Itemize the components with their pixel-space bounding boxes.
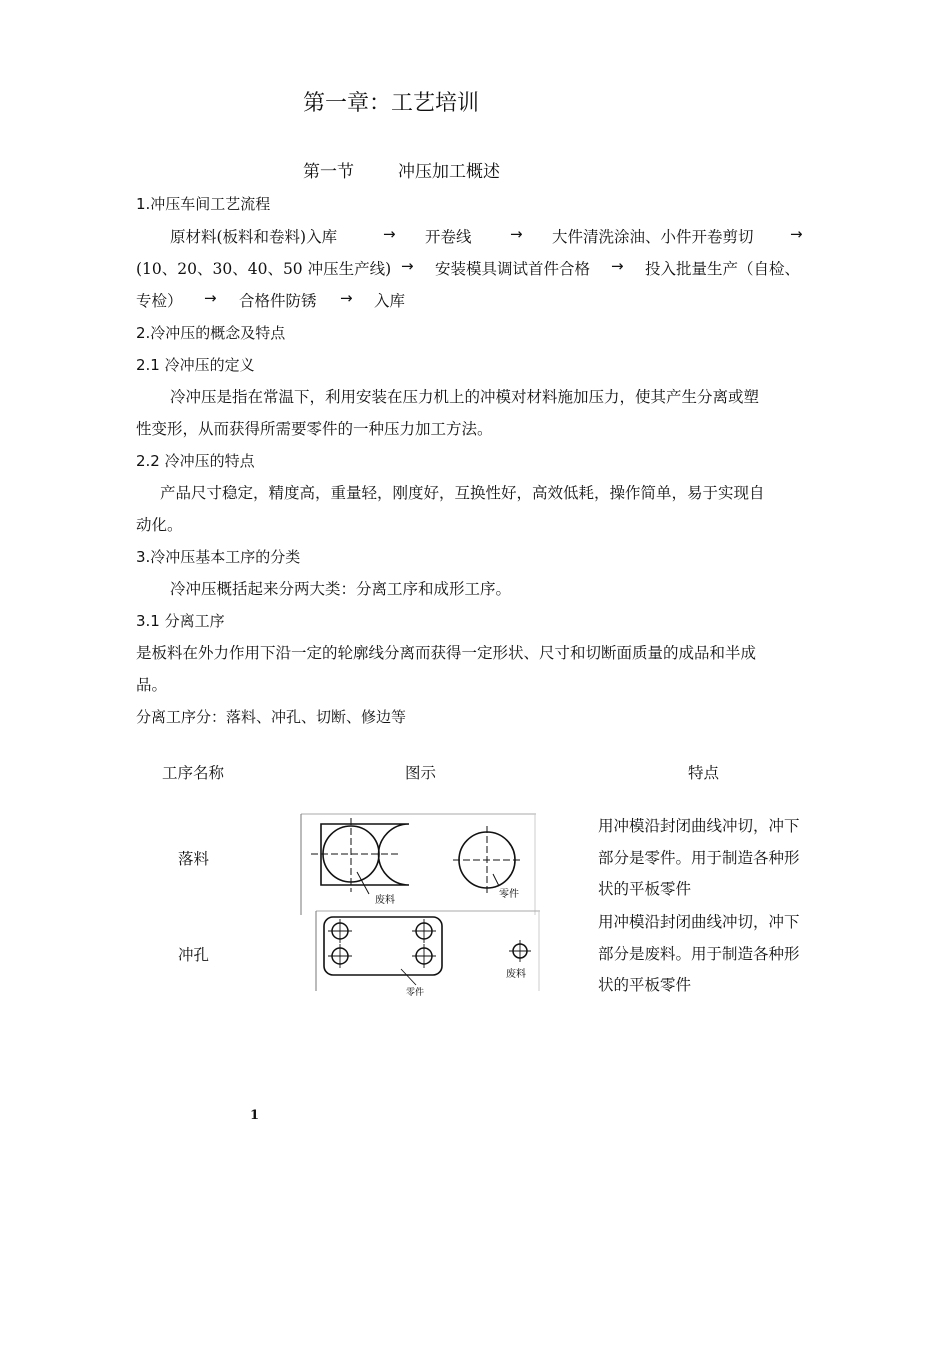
flow-step: 投入批量生产（自检、 <box>645 260 801 278</box>
table-header-name: 工序名称 <box>162 764 225 782</box>
arrow-icon: → <box>790 225 803 243</box>
arrow-icon: → <box>401 257 414 275</box>
fig-label-part: 零件 <box>406 988 425 998</box>
definition-text: 性变形，从而获得所需要零件的一种压力加工方法。 <box>136 420 493 438</box>
feature-text-blanking: 状的平板零件 <box>598 880 692 898</box>
page-number: 1 <box>250 1108 260 1123</box>
flow-step: 原材料(板料和卷料)入库 <box>170 228 338 246</box>
section-title: 冲压加工概述 <box>398 162 500 182</box>
classification-text: 冷冲压概括起来分两大类：分离工序和成形工序。 <box>170 580 512 598</box>
heading-concept: 2.冷冲压的概念及特点 <box>136 324 286 342</box>
definition-text: 冷冲压是指在常温下，利用安装在压力机上的冲模对材料施加压力，使其产生分离或塑 <box>170 388 760 406</box>
fig-label-scrap: 废料 <box>506 969 526 980</box>
fig-label-scrap: 废料 <box>375 895 395 906</box>
flow-step: 合格件防锈 <box>239 292 317 310</box>
punching-diagram <box>316 911 540 998</box>
table-header-feature: 特点 <box>688 764 720 782</box>
arrow-icon: → <box>383 225 396 243</box>
flow-step: 开卷线 <box>425 228 472 246</box>
blanking-diagram <box>301 814 536 915</box>
feature-text-blanking: 用冲模沿封闭曲线冲切，冲下 <box>598 817 800 835</box>
separation-text: 是板料在外力作用下沿一定的轮廓线分离而获得一定形状、尺寸和切断面质量的成品和半成 <box>136 644 757 662</box>
feature-text-punching: 状的平板零件 <box>598 976 692 994</box>
heading-separation-types: 分离工序分：落料、冲孔、切断、修边等 <box>136 708 407 726</box>
heading-features: 2.2 冷冲压的特点 <box>136 452 255 470</box>
flow-step: 大件清洗涂油、小件开卷剪切 <box>552 228 754 246</box>
arrow-icon: → <box>611 257 624 275</box>
heading-classification: 3.冷冲压基本工序的分类 <box>136 548 301 566</box>
heading-separation: 3.1 分离工序 <box>136 612 225 630</box>
fig-label-part: 零件 <box>499 889 519 900</box>
features-text: 动化。 <box>136 516 183 534</box>
feature-text-punching: 用冲模沿封闭曲线冲切，冲下 <box>598 913 800 931</box>
flow-step: 专检） <box>136 292 183 310</box>
chapter-title: 第一章：工艺培训 <box>303 91 480 116</box>
heading-definition: 2.1 冷冲压的定义 <box>136 356 255 374</box>
arrow-icon: → <box>510 225 523 243</box>
section-number: 第一节 <box>303 162 354 182</box>
flow-step: 安装模具调试首件合格 <box>435 260 591 278</box>
feature-text-punching: 部分是废料。用于制造各种形 <box>598 945 800 963</box>
process-name-punching: 冲孔 <box>178 946 210 964</box>
process-name-blanking: 落料 <box>178 850 210 868</box>
arrow-icon: → <box>340 289 353 307</box>
separation-text: 品。 <box>136 676 168 694</box>
table-header-figure: 图示 <box>405 764 437 782</box>
feature-text-blanking: 部分是零件。用于制造各种形 <box>598 849 800 867</box>
flow-step: 入库 <box>374 292 406 310</box>
features-text: 产品尺寸稳定，精度高，重量轻，刚度好，互换性好，高效低耗，操作简单，易于实现自 <box>160 484 765 502</box>
arrow-icon: → <box>204 289 217 307</box>
flow-step: (10、20、30、40、50 冲压生产线) <box>136 260 392 278</box>
heading-process-flow: 1.冲压车间工艺流程 <box>136 195 271 213</box>
